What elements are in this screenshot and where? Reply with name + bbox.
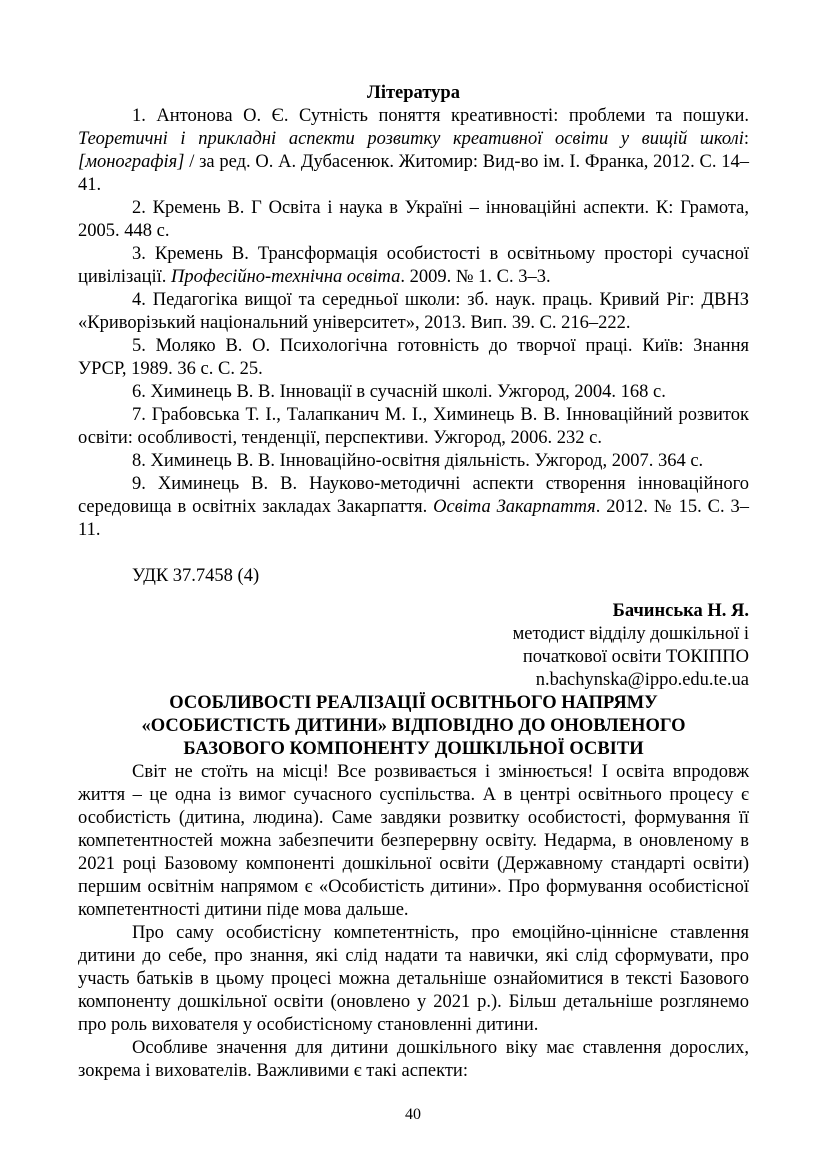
article-title-line: ОСОБЛИВОСТІ РЕАЛІЗАЦІЇ ОСВІТНЬОГО НАПРЯМУ — [169, 693, 658, 713]
udk-code: УДК 37.7458 (4) — [132, 566, 260, 586]
reference-text: 3. Кремень В. Трансформація особистості в освітньому просторі сучасної цивілізації. — [78, 244, 749, 287]
reference-item — [78, 450, 749, 473]
reference-text: 8. Химинець В. В. Інноваційно-освітня діяльність. Ужгород, 2007. 364 с. — [132, 451, 704, 471]
reference-text: 2. Кремень В. Г Освіта і наука в Україні – інноваційні аспекти. К: Грамота, 2005. 448 с. — [78, 198, 749, 241]
reference-item — [78, 289, 749, 335]
reference-item — [78, 381, 749, 404]
reference-item — [78, 404, 749, 450]
references-section — [78, 82, 749, 1083]
page-number: 40 — [405, 1106, 421, 1123]
author-email: n.bachynska@ippo.edu.te.ua — [535, 670, 749, 690]
reference-text: 9. Химинець В. В. Науково-методичні аспекти створення інноваційного середовища в освітніх закладах Закарпаття. — [78, 474, 749, 517]
reference-text: : — [743, 129, 749, 149]
references-heading: Література — [367, 83, 460, 103]
reference-item — [78, 473, 749, 542]
body-paragraph: Світ не стоїть на місці! Все розвивається і змінюється! І освіта впродовж життя – це одна із вимог сучасного суспільства. А в центрі освітнього процесу є особистість (дитина, людина). Саме завдяки розвитку особистості, формування її компетентностей можна забезпечити безперервну освіту. Недарма, в оновленому в 2021 році Базовому компоненті дошкільної освіти (Державному стандарті освіти) першим освітнім напрямом є «Особистість дитини». Про формування особистісної компетентності дитини піде мова дальше. — [78, 762, 749, 920]
reference-text: . 2012. № 15. С. 3–11. — [78, 497, 749, 540]
reference-text: . 2009. № 1. С. 3–3. — [400, 267, 551, 287]
article-title-line: БАЗОВОГО КОМПОНЕНТУ ДОШКІЛЬНОЇ ОСВІТИ — [183, 739, 644, 759]
reference-text: 4. Педагогіка вищої та середньої школи: зб. наук. праць. Кривий Ріг: ДВНЗ «Криворізький національний університет», 2013. Вип. 39. С. 216–222. — [78, 290, 749, 333]
body-paragraph: Особливе значення для дитини дошкільного віку має ставлення дорослих, зокрема і вихователів. Важливими є такі аспекти: — [78, 1038, 749, 1081]
reference-source-title: Професійно-технічна освіта — [171, 267, 401, 287]
reference-source-type: [монографія] — [78, 152, 185, 172]
reference-item — [78, 105, 749, 197]
reference-text: 5. Моляко В. О. Психологічна готовність до творчої праці. Київ: Знання УРСР, 1989. 36 с. С. 25. — [78, 336, 749, 379]
author-position-line1: методист відділу дошкільної і — [512, 624, 749, 644]
reference-text: 1. Антонова О. Є. Сутність поняття креативності: проблеми та пошуки. — [132, 106, 749, 126]
reference-item — [78, 197, 749, 243]
reference-source-title: Теоретичні і прикладні аспекти розвитку креативної освіти у вищій школі — [78, 129, 744, 149]
article-title-line: «ОСОБИСТІСТЬ ДИТИНИ» ВІДПОВІДНО ДО ОНОВЛЕНОГО — [141, 716, 686, 736]
reference-text: 7. Грабовська Т. І., Талапканич М. І., Химинець В. В. Інноваційний розвиток освіти: особливості, тенденції, перспективи. Ужгород, 2006. 232 с. — [78, 405, 749, 448]
author-name: Бачинська Н. Я. — [612, 601, 749, 621]
author-position-line2: початкової освіти ТОКІППО — [522, 647, 749, 667]
reference-item — [78, 335, 749, 381]
reference-text: / за ред. О. А. Дубасенюк. Житомир: Вид-во ім. І. Франка, 2012. С. 14–41. — [78, 152, 749, 195]
reference-item — [78, 243, 749, 289]
reference-source-title: Освіта Закарпаття — [433, 497, 596, 517]
article-title — [78, 692, 749, 761]
reference-text: 6. Химинець В. В. Інновації в сучасній школі. Ужгород, 2004. 168 с. — [132, 382, 666, 402]
body-paragraph: Про саму особистісну компетентність, про емоційно-ціннісне ставлення дитини до себе, про знання, які слід надати та навички, які слід сформувати, про участь батьків в цьому процесі можна детальніше ознайомитися в тексті Базового компоненту дошкільної освіти (оновлено у 2021 р.). Більш детальніше розглянемо про роль вихователя у особистісному становленні дитини. — [78, 923, 749, 1035]
